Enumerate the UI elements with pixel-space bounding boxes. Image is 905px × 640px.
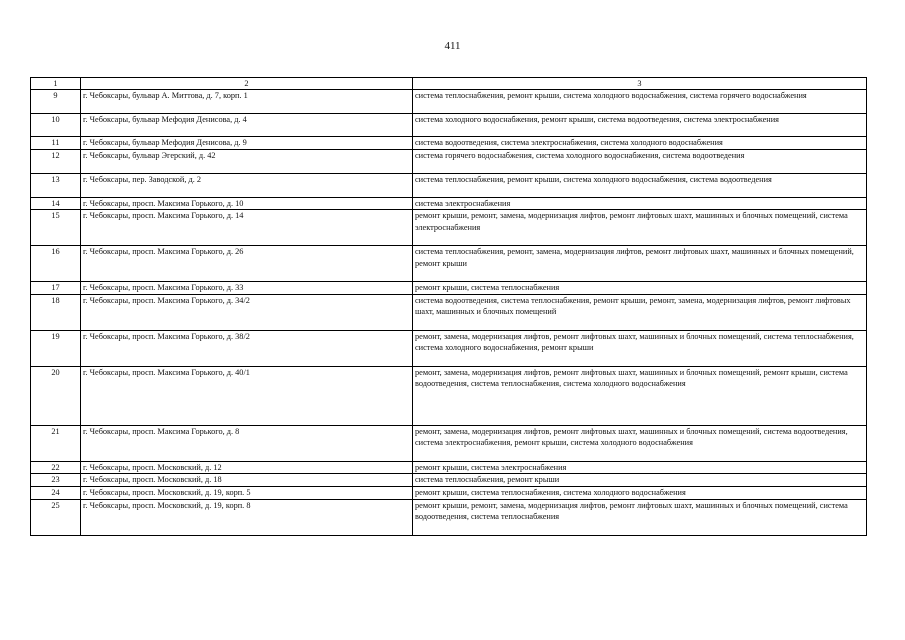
address-cell: г. Чебоксары, бульвар Мефодия Денисова, д. 4 xyxy=(81,114,413,137)
table-row xyxy=(31,499,867,535)
row-number-cell: 25 xyxy=(31,499,81,535)
works-cell: ремонт крыши, система электроснабжения xyxy=(413,461,867,474)
works-cell: система водоотведения, система электроснабжения, система холодного водоснабжения xyxy=(413,137,867,150)
address-cell: г. Чебоксары, просп. Московский, д. 12 xyxy=(81,461,413,474)
works-cell: ремонт крыши, система теплоснабжения xyxy=(413,282,867,295)
row-number-cell: 11 xyxy=(31,137,81,150)
works-cell: система теплоснабжения, ремонт крыши xyxy=(413,474,867,487)
works-cell: система теплоснабжения, ремонт, замена, модернизация лифтов, ремонт лифтовых шахт, машинных и блочных помещений, ремонт крыши xyxy=(413,246,867,282)
works-cell: система электроснабжения xyxy=(413,197,867,210)
table-header-row xyxy=(31,78,867,90)
works-cell: система водоотведения, система теплоснабжения, ремонт крыши, ремонт, замена, модернизация лифтов, ремонт лифтовых шахт, машинных и блочных помещений xyxy=(413,294,867,330)
address-cell: г. Чебоксары, пер. Заводской, д. 2 xyxy=(81,173,413,197)
works-cell: система теплоснабжения, ремонт крыши, система холодного водоснабжения, система водоотведения xyxy=(413,173,867,197)
table-row xyxy=(31,210,867,246)
buildings-table xyxy=(30,77,867,536)
address-cell: г. Чебоксары, просп. Максима Горького, д. 38/2 xyxy=(81,330,413,366)
row-number-cell: 23 xyxy=(31,474,81,487)
row-number-cell: 10 xyxy=(31,114,81,137)
table-row xyxy=(31,294,867,330)
table-row xyxy=(31,114,867,137)
table-row xyxy=(31,149,867,173)
address-cell: г. Чебоксары, просп. Максима Горького, д. 8 xyxy=(81,425,413,461)
row-number-cell: 13 xyxy=(31,173,81,197)
address-cell: г. Чебоксары, просп. Максима Горького, д. 33 xyxy=(81,282,413,295)
page-number: 411 xyxy=(444,40,461,52)
table-row xyxy=(31,137,867,150)
table-row xyxy=(31,90,867,114)
works-cell: система теплоснабжения, ремонт крыши, система холодного водоснабжения, система горячего водоснабжения xyxy=(413,90,867,114)
table-row xyxy=(31,197,867,210)
column-header-1: 1 xyxy=(31,78,81,90)
works-cell: ремонт, замена, модернизация лифтов, ремонт лифтовых шахт, машинных и блочных помещений, система водоотведения, система электроснабжения, ремонт крыши, система холодного водоснабжения xyxy=(413,425,867,461)
address-cell: г. Чебоксары, просп. Московский, д. 19, корп. 5 xyxy=(81,486,413,499)
row-number-cell: 16 xyxy=(31,246,81,282)
table-row xyxy=(31,330,867,366)
works-cell: ремонт крыши, система теплоснабжения, система холодного водоснабжения xyxy=(413,486,867,499)
works-cell: ремонт крыши, ремонт, замена, модернизация лифтов, ремонт лифтовых шахт, машинных и блочных помещений, система водоотведения, система теплоснабжения xyxy=(413,499,867,535)
address-cell: г. Чебоксары, просп. Максима Горького, д. 34/2 xyxy=(81,294,413,330)
table-row xyxy=(31,246,867,282)
column-header-2: 2 xyxy=(81,78,413,90)
table-row xyxy=(31,366,867,425)
address-cell: г. Чебоксары, бульвар А. Миттова, д. 7, корп. 1 xyxy=(81,90,413,114)
row-number-cell: 12 xyxy=(31,149,81,173)
row-number-cell: 22 xyxy=(31,461,81,474)
row-number-cell: 21 xyxy=(31,425,81,461)
table-row xyxy=(31,173,867,197)
address-cell: г. Чебоксары, просп. Максима Горького, д. 26 xyxy=(81,246,413,282)
row-number-cell: 17 xyxy=(31,282,81,295)
row-number-cell: 18 xyxy=(31,294,81,330)
column-header-3: 3 xyxy=(413,78,867,90)
address-cell: г. Чебоксары, бульвар Эгерский, д. 42 xyxy=(81,149,413,173)
works-cell: система холодного водоснабжения, ремонт крыши, система водоотведения, система электроснабжения xyxy=(413,114,867,137)
table-row xyxy=(31,282,867,295)
works-cell: ремонт, замена, модернизация лифтов, ремонт лифтовых шахт, машинных и блочных помещений, система теплоснабжения, система холодного водоснабжения, ремонт крыши xyxy=(413,330,867,366)
row-number-cell: 24 xyxy=(31,486,81,499)
works-cell: ремонт крыши, ремонт, замена, модернизация лифтов, ремонт лифтовых шахт, машинных и блочных помещений, система электроснабжения xyxy=(413,210,867,246)
works-cell: ремонт, замена, модернизация лифтов, ремонт лифтовых шахт, машинных и блочных помещений, ремонт крыши, система водоотведения, система теплоснабжения, система холодного водоснабжения xyxy=(413,366,867,425)
address-cell: г. Чебоксары, просп. Московский, д. 19, корп. 8 xyxy=(81,499,413,535)
address-cell: г. Чебоксары, просп. Московский, д. 18 xyxy=(81,474,413,487)
address-cell: г. Чебоксары, просп. Максима Горького, д. 14 xyxy=(81,210,413,246)
row-number-cell: 14 xyxy=(31,197,81,210)
address-cell: г. Чебоксары, просп. Максима Горького, д. 40/1 xyxy=(81,366,413,425)
row-number-cell: 9 xyxy=(31,90,81,114)
address-cell: г. Чебоксары, бульвар Мефодия Денисова, д. 9 xyxy=(81,137,413,150)
table-row xyxy=(31,461,867,474)
table-row xyxy=(31,486,867,499)
table-row xyxy=(31,474,867,487)
row-number-cell: 20 xyxy=(31,366,81,425)
address-cell: г. Чебоксары, просп. Максима Горького, д. 10 xyxy=(81,197,413,210)
row-number-cell: 15 xyxy=(31,210,81,246)
row-number-cell: 19 xyxy=(31,330,81,366)
table-row xyxy=(31,425,867,461)
works-cell: система горячего водоснабжения, система холодного водоснабжения, система водоотведения xyxy=(413,149,867,173)
